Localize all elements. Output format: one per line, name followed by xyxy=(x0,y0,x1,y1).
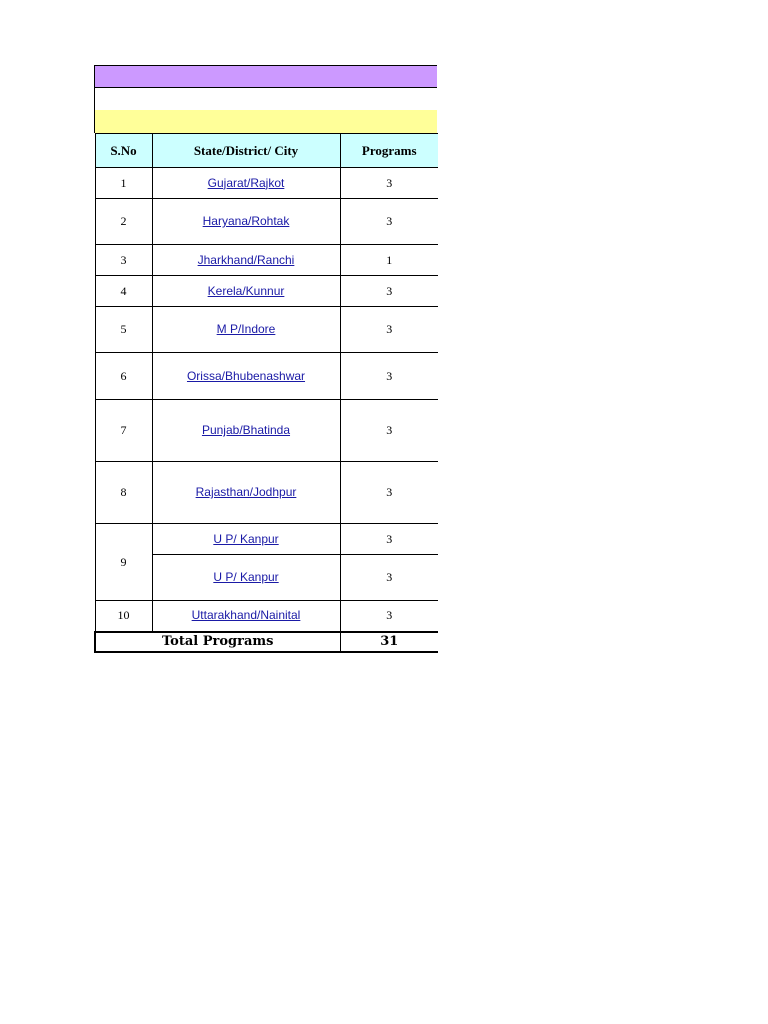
city-link[interactable]: U P/ Kanpur xyxy=(213,531,279,546)
table-row xyxy=(95,524,438,555)
city-link[interactable]: Haryana/Rohtak xyxy=(202,214,290,228)
city-link[interactable]: Orissa/Bhubenashwar xyxy=(186,368,306,383)
sno-cell: 7 xyxy=(95,400,152,462)
city-link[interactable]: U P/ Kanpur xyxy=(213,570,279,584)
table-row xyxy=(95,245,438,276)
sno-cell: 3 xyxy=(95,245,152,276)
programs-cell: 3 xyxy=(340,462,438,524)
sno-cell: 5 xyxy=(95,307,152,353)
programs-cell: 3 xyxy=(340,276,438,307)
city-link[interactable]: Gujarat/Rajkot xyxy=(207,175,285,190)
total-row xyxy=(95,632,438,652)
header-sno: S.No xyxy=(95,134,152,168)
title-band xyxy=(94,65,437,88)
table-row xyxy=(95,353,438,400)
programs-cell: 3 xyxy=(340,524,438,555)
table-row xyxy=(95,462,438,524)
table-row xyxy=(95,276,438,307)
header-row xyxy=(95,134,438,168)
subtitle-band xyxy=(94,110,437,133)
programs-cell: 3 xyxy=(340,555,438,601)
programs-cell: 1 xyxy=(340,245,438,276)
programs-cell: 3 xyxy=(340,307,438,353)
sno-cell: 10 xyxy=(95,601,152,632)
total-value: 31 xyxy=(340,632,438,652)
spreadsheet-table xyxy=(94,65,437,653)
programs-cell: 3 xyxy=(340,353,438,400)
header-city: State/District/ City xyxy=(152,134,340,168)
total-label: Total Programs xyxy=(95,632,340,652)
header-programs: Programs xyxy=(340,134,438,168)
city-link[interactable]: Punjab/Bhatinda xyxy=(201,423,291,437)
city-link[interactable]: Uttarakhand/Nainital xyxy=(191,608,301,623)
city-link[interactable]: Jharkhand/Ranchi xyxy=(197,252,295,267)
sno-cell: 6 xyxy=(95,353,152,400)
table-row xyxy=(95,168,438,199)
programs-cell: 3 xyxy=(340,168,438,199)
city-link[interactable]: M P/Indore xyxy=(216,322,276,336)
programs-cell: 3 xyxy=(340,601,438,632)
programs-table xyxy=(94,133,438,653)
blank-band xyxy=(94,88,437,110)
sno-cell: 8 xyxy=(95,462,152,524)
table-row xyxy=(95,199,438,245)
table-row xyxy=(95,400,438,462)
table-row xyxy=(95,307,438,353)
sno-cell: 2 xyxy=(95,199,152,245)
city-link[interactable]: Kerela/Kunnur xyxy=(207,283,285,298)
city-link[interactable]: Rajasthan/Jodhpur xyxy=(195,485,297,499)
sno-cell: 9 xyxy=(95,524,152,601)
sno-cell: 4 xyxy=(95,276,152,307)
programs-cell: 3 xyxy=(340,199,438,245)
table-row xyxy=(95,601,438,632)
sno-cell: 1 xyxy=(95,168,152,199)
programs-cell: 3 xyxy=(340,400,438,462)
